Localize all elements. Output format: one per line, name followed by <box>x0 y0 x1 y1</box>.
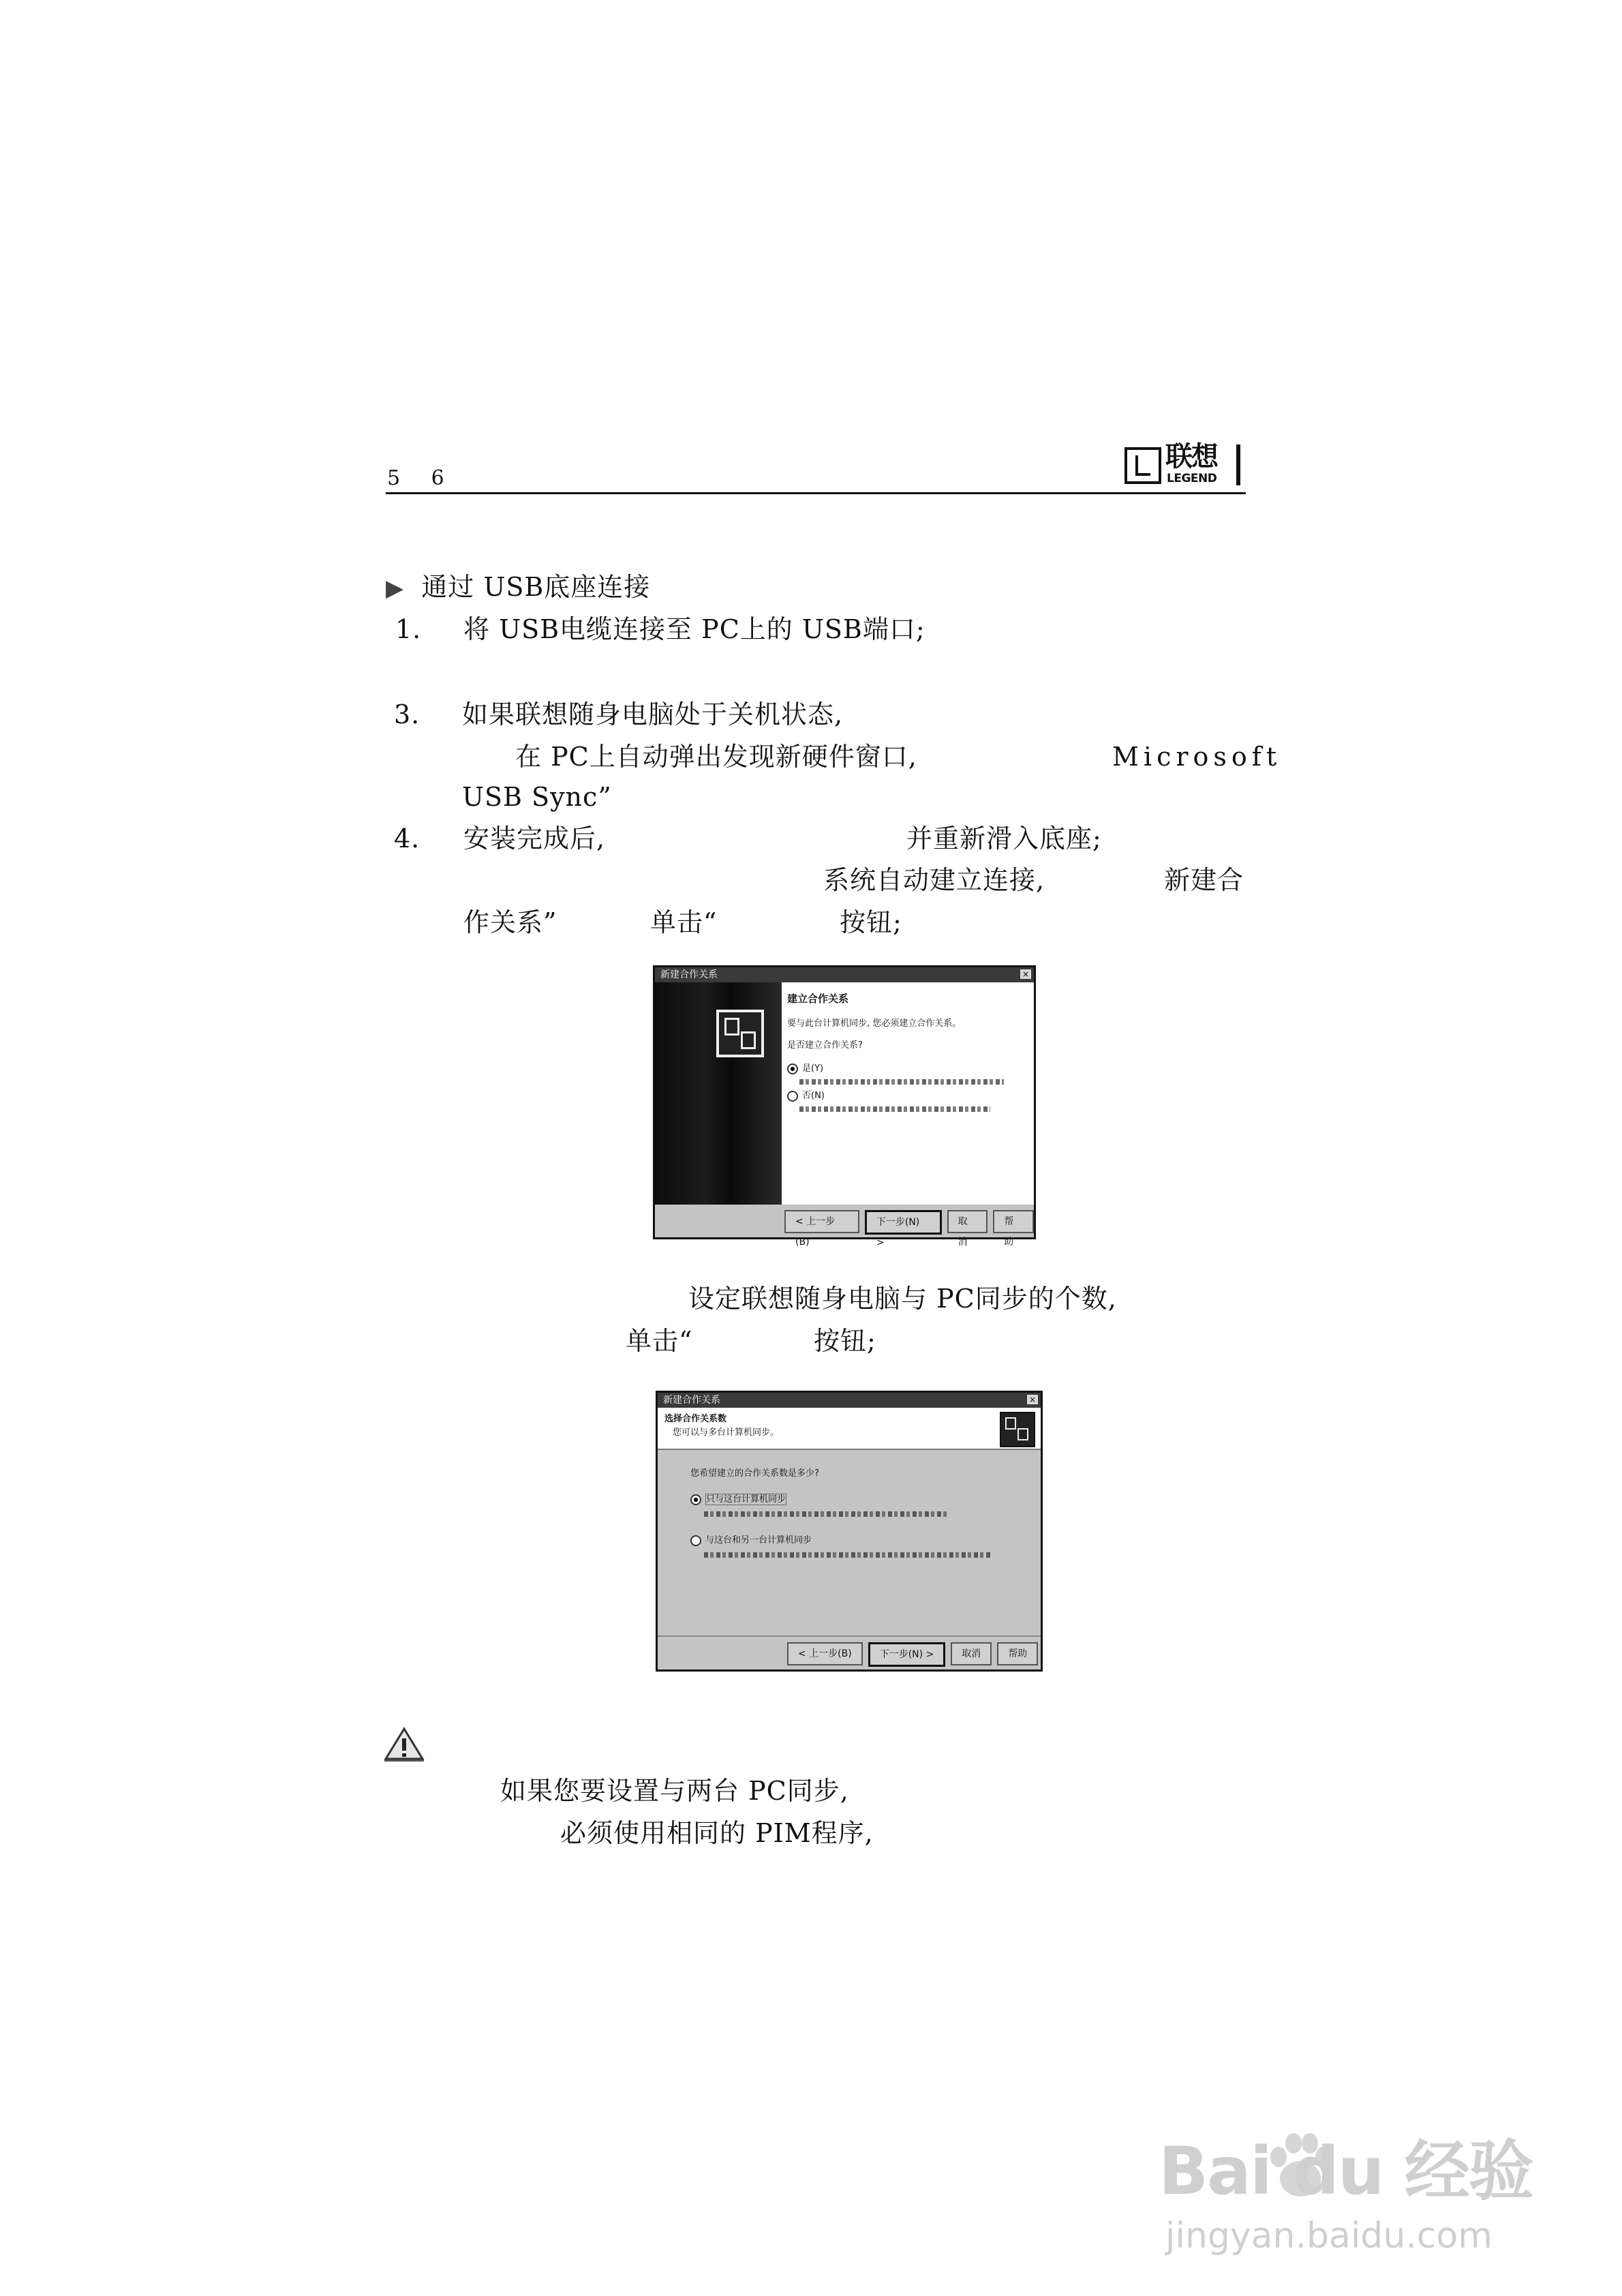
option-yes-radio[interactable]: 是(Y) <box>787 1063 823 1074</box>
cancel-button[interactable]: 取消 <box>951 1642 992 1665</box>
option-yes-description <box>799 1079 1004 1085</box>
header-rule <box>386 492 1246 494</box>
dialog-button-row <box>784 1210 1034 1248</box>
dialog-intro: 要与此台计算机同步, 您必须建立合作关系。 <box>787 1018 962 1029</box>
next-button[interactable]: 下一步(N) > <box>865 1210 942 1235</box>
back-button[interactable]: < 上一步(B) <box>784 1210 859 1233</box>
next-button[interactable]: 下一步(N) > <box>868 1642 946 1667</box>
baidu-jingyan-watermark <box>1152 2120 1533 2270</box>
close-icon[interactable]: × <box>1027 1395 1038 1404</box>
page-number: 5 6 <box>387 466 457 490</box>
wizard-header-band <box>658 1408 1041 1450</box>
option-one-computer-radio[interactable]: 只与这台计算机同步 <box>690 1494 786 1505</box>
step-3-microsoft: Microsoft <box>1112 742 1282 772</box>
help-button[interactable]: 帮助 <box>997 1642 1038 1665</box>
triangle-right-icon: ▶ <box>386 575 405 602</box>
option-no-radio[interactable]: 否(N) <box>787 1090 825 1102</box>
dialog-titlebar: 新建合作关系 <box>655 967 1034 982</box>
legend-logo <box>1124 442 1240 487</box>
note-line2: 必须使用相同的 PIM程序, <box>560 1818 874 1848</box>
dialog-question: 您希望建立的合作关系数是多少? <box>690 1468 819 1479</box>
dialog-button-row <box>787 1642 1038 1667</box>
dialog-heading: 选择合作关系数 <box>664 1414 727 1424</box>
watermark-main: Bai du 经验 <box>1159 2133 1533 2209</box>
dialog-partnership-count-screenshot <box>656 1391 1043 1672</box>
step-1-number: 1. <box>395 614 422 644</box>
step-4-text-a: 安装完成后, <box>463 824 606 854</box>
option-two-description <box>704 1552 990 1558</box>
dialog-prompt: 是否建立合作关系? <box>787 1040 863 1051</box>
warning-icon <box>383 1726 425 1763</box>
step-3-line2: USB Sync” <box>462 782 612 812</box>
dialog-divider <box>658 1635 1041 1637</box>
step-4-line3-b: 单击“ <box>650 907 718 937</box>
radio-selected-icon <box>787 1063 798 1074</box>
partnership-count-line1: 设定联想随身电脑与 PC同步的个数, <box>688 1284 1117 1314</box>
logo-cn-text: 联想 <box>1165 441 1217 472</box>
step-4-number: 4. <box>394 824 420 854</box>
cancel-button[interactable]: 取消 <box>947 1210 988 1233</box>
sync-device-icon <box>716 1010 764 1057</box>
step-1-text: 将 USB电缆连接至 PC上的 USB端口; <box>463 614 925 644</box>
partnership-count-line2-a: 单击“ <box>626 1326 693 1356</box>
close-icon[interactable]: × <box>1020 969 1031 979</box>
section-heading: ▶ 通过 USB底座连接 <box>386 572 651 602</box>
step-4-line2-a: 系统自动建立连接, <box>823 865 1045 895</box>
dialog-new-partnership-screenshot <box>653 965 1036 1248</box>
watermark-url: jingyan.baidu.com <box>1165 2216 1493 2256</box>
wizard-content-pane <box>782 982 1034 1205</box>
step-4-text-b: 并重新滑入底座; <box>906 824 1102 854</box>
option-no-description <box>799 1106 990 1112</box>
note-line1: 如果您要设置与两台 PC同步, <box>500 1776 849 1806</box>
step-4-line2-b: 新建合 <box>1164 865 1244 895</box>
wizard-side-banner <box>655 982 782 1205</box>
step-3-number: 3. <box>394 699 420 729</box>
radio-icon <box>787 1091 798 1102</box>
option-two-computers-radio[interactable]: 与这台和另一台计算机同步 <box>690 1535 812 1546</box>
step-4-line3-c: 按钮; <box>840 907 902 937</box>
radio-icon <box>690 1535 701 1546</box>
logo-mark-icon <box>1124 447 1161 484</box>
step-3-text: 如果联想随身电脑处于关机状态, <box>462 699 844 729</box>
dialog-subheading: 您可以与多台计算机同步。 <box>673 1428 780 1438</box>
logo-bar <box>1236 444 1240 485</box>
dialog-heading: 建立合作关系 <box>787 993 849 1005</box>
step-3-line1: 在 PC上自动弹出发现新硬件窗口, <box>515 742 917 772</box>
radio-selected-icon <box>690 1494 701 1505</box>
help-button[interactable]: 帮助 <box>993 1210 1034 1233</box>
step-4-line3-a: 作关系” <box>463 907 557 937</box>
partnership-count-line2-b: 按钮; <box>814 1326 876 1356</box>
back-button[interactable]: < 上一步(B) <box>787 1642 863 1665</box>
option-one-description <box>704 1511 949 1517</box>
sync-device-icon <box>1000 1412 1035 1447</box>
logo-en-text: LEGEND <box>1167 472 1217 485</box>
dialog-titlebar: 新建合作关系 <box>658 1393 1041 1408</box>
